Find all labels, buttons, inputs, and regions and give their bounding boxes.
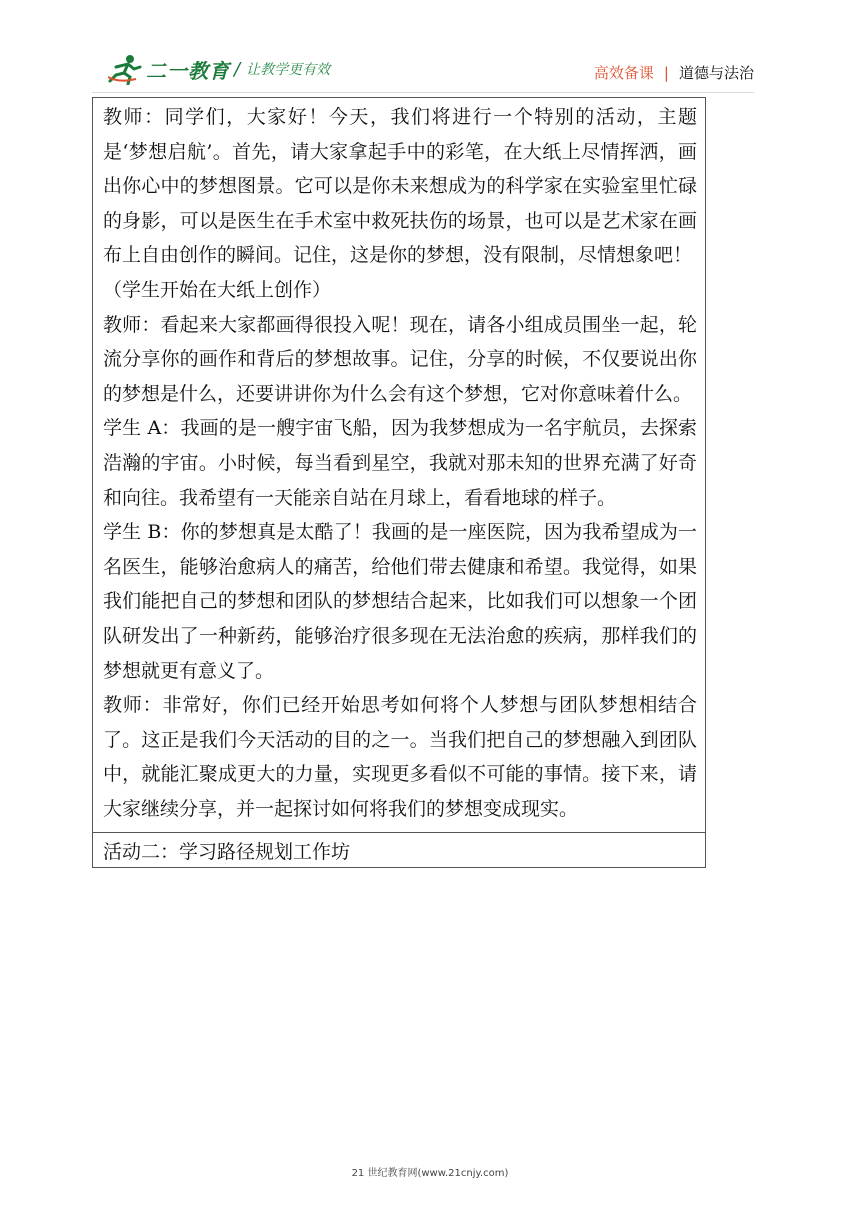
header-separator: | (663, 63, 669, 82)
brand-name: 二一教育 (146, 58, 230, 83)
lesson-table (92, 97, 706, 868)
page-header (0, 0, 860, 100)
dialogue-paragraph: （学生开始在大纸上创作） (103, 278, 332, 301)
header-subject-info (594, 62, 754, 83)
dialogue-paragraph: 学生 B：你的梦想真是太酷了！我画的是一座医院，因为我希望成为一名医生，能够治愈病人的痛苦，给他们带去健康和希望。我觉得，如果我们能把自己的梦想和团队的梦想结合起来，比如我们可以想象一个团队研发出了一种新药，能够治疗很多现在无法治愈的疾病，那样我们的梦想就更有意义了。 (103, 521, 697, 682)
activity-cell (93, 833, 705, 867)
page-footer: 21 世纪教育网(www.21cnjy.com) (351, 1168, 509, 1179)
dialogue-paragraph: 教师：看起来大家都画得很投入呢！现在，请各小组成员围坐一起，轮流分享你的画作和背后的梦想故事。记住，分享的时候，不仅要说出你的梦想是什么，还要讲讲你为什么会有这个梦想，它对你意味着什么。 (103, 313, 697, 405)
brand-logo (108, 52, 330, 86)
dialogue-paragraph: 学生 A：我画的是一艘宇宙飞船，因为我梦想成为一名宇航员，去探索浩瀚的宇宙。小时候，每当看到星空，我就对那未知的世界充满了好奇和向往。我希望有一天能亲自站在月球上，看看地球的样子。 (103, 417, 697, 509)
brand-slogan: 让教学更有效 (246, 62, 331, 78)
dialogue-paragraph: 教师：同学们，大家好！今天，我们将进行一个特别的活动，主题是‘梦想启航’。首先，请大家拿起手中的彩笔，在大纸上尽情挥洒，画出你心中的梦想图景。它可以是你未来想成为的科学家在实验室里忙碌的身影，可以是医生在手术室中救死扶伤的场景，也可以是艺术家在画布上自由创作的瞬间。记住，这是你的梦想，没有限制，尽情想象吧！ (103, 106, 697, 267)
header-subject: 道德与法治 (678, 64, 754, 82)
running-figure-logo-icon (108, 53, 144, 85)
brand-divider: / (234, 58, 241, 80)
header-divider (92, 92, 754, 93)
dialogue-paragraph: 教师：非常好，你们已经开始思考如何将个人梦想与团队梦想相结合了。这正是我们今天活动的目的之一。当我们把自己的梦想融入到团队中，就能汇聚成更大的力量，实现更多看似不可能的事情。接下来，请大家继续分享，并一起探讨如何将我们的梦想变成现实。 (103, 694, 697, 820)
activity-title: 活动二：学习路径规划工作坊 (103, 841, 351, 864)
header-subtitle: 高效备课 (593, 64, 654, 82)
dialogue-cell (93, 98, 705, 833)
